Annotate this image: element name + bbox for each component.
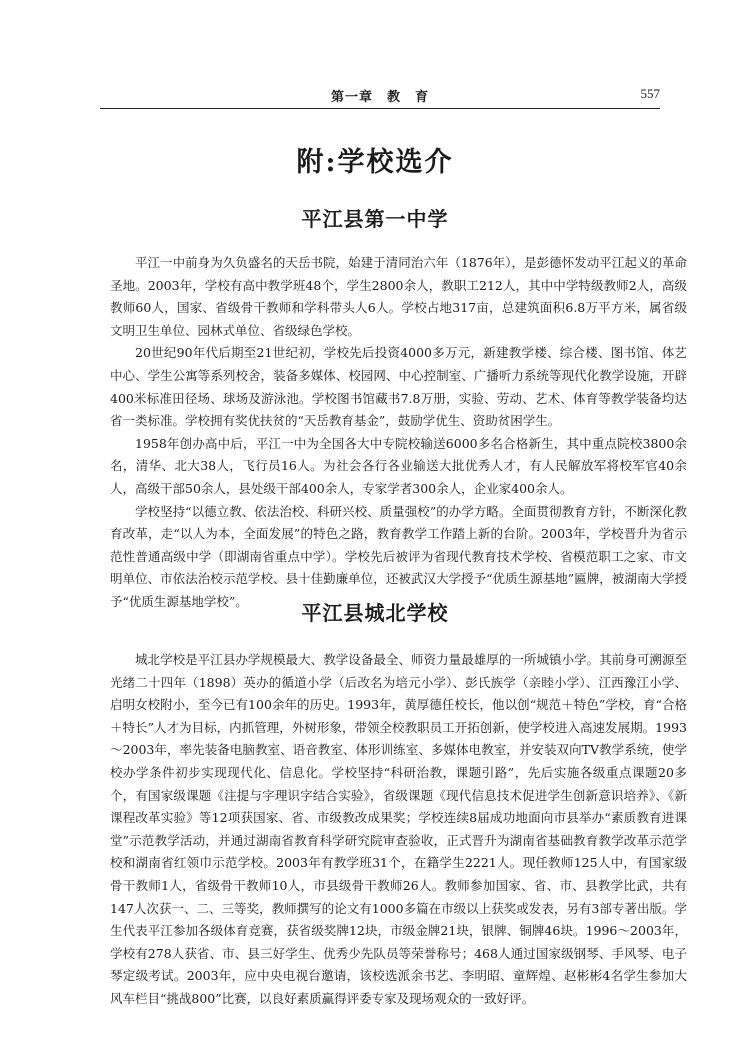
running-header bbox=[100, 80, 660, 109]
section-body-pingjiang-no1-middle-school bbox=[110, 252, 687, 614]
page-number: 557 bbox=[640, 86, 660, 101]
paragraph: 学校坚持“以德立教、依法治校、科研兴校、质量强校”的办学方略。全面贯彻教育方针，不断深化教育改革，走“以人为本，全面发展”的特色之路，教育教学工作踏上新的台阶。2003年，学校晋升为省示范性普通高级中学（即湖南省重点中学）。学校先后被评为省现代教育技术学校、省模范职工之家、市文明单位、市依法治校示范学校、县十佳勤廉单位，还被武汉大学授予“优质生源基地”匾牌，被湖南大学授予“优质生源基地学校”。 bbox=[110, 503, 687, 609]
section-body-chengbei-school bbox=[110, 649, 687, 1011]
appendix-title: 附:学校选介 bbox=[296, 147, 454, 178]
section-title-chengbei-school: 平江县城北学校 bbox=[301, 601, 449, 625]
paragraph: 平江一中前身为久负盛名的天岳书院，始建于清同治六年（1876年），是彭德怀发动平江起义的革命圣地。2003年，学校有高中教学班48个，学生2800余人，教职工212人，其中中学特级教师2人，高级教师60人，国家、省级骨干教师和学科带头人6人。学校占地317亩，总建筑面积6.8万平方米，属省级文明卫生单位、园林式单位、省级绿色学校。 bbox=[110, 255, 687, 338]
chapter-title: 第一章 教 育 bbox=[330, 90, 429, 105]
paragraph: 20世纪90年代后期至21世纪初，学校先后投资4000多万元，新建教学楼、综合楼、图书馆、体艺中心、学生公寓等系列校舍，装备多媒体、校园网、中心控制室、广播听力系统等现代化教学设施，开辟400米标准田径场、球场及游泳池。学校图书馆藏书7.8万册，实验、劳动、艺术、体育等教学装备均达省一类标准。学校拥有奖优扶贫的“天岳教育基金”，鼓励学优生、资助贫困学生。 bbox=[110, 345, 687, 429]
section-title-pingjiang-no1-middle-school: 平江县第一中学 bbox=[301, 207, 449, 231]
paragraph: 1958年创办高中后，平江一中为全国各大中专院校输送6000多名合格新生，其中重点院校3800余名，清华、北大38人，飞行员16人。为社会各行各业输送大批优秀人才，有人民解放军将校军官40余人，高级干部50余人，县处级干部400余人，专家学者300余人，企业家400余人。 bbox=[110, 435, 687, 496]
paragraph: 城北学校是平江县办学规模最大、教学设备最全、师资力量最雄厚的一所城镇小学。其前身可溯源至光绪二十四年（1898）英办的循道小学（后改名为培元小学）、彭氏族学（亲睦小学）、江西豫江小学、启明女校附小，至今已有100余年的历史。1993年，黄厚德任校长，他以创“规范＋特色”学校，育“合格＋特长”人才为目标，内抓管理，外树形象，带领全校教职员工开拓创新，使学校进入高速发展期。1993～2003年，率先装备电脑教室、语音教室、体形训练室、多媒体电教室，并安装双向TV教学系统，使学校办学条件初步实现现代化、信息化。学校坚持“科研治教，课题引路”，先后实施各级重点课题20多个，有国家级课题《注提与字理识字结合实验》，省级课题《现代信息技术促进学生创新意识培养》、《新课程改革实验》等12项获国家、省、市级教改成果奖；学校连续8届成功地面向市县举办“素质教育进课堂”示范教学活动，并通过湖南省教育科学研究院审查验收，正式晋升为湖南省基础教育教学改革示范学校和湖南省红领巾示范学校。2003年有教学班31个，在籍学生2221人。现任教师125人中，有国家级骨干教师1人，省级骨干教师10人，市县级骨干教师26人。教师参加国家、省、市、县教学比武，共有147人次获一、二、三等奖，教师撰写的论文有1000多篇在市级以上获奖或发表，另有3部专著出版。学生代表平江参加各级体育竞赛，获省级奖牌12块，市级金牌21块，银牌、铜牌46块。1996～2003年，学校有278人获省、市、县三好学生、优秀少先队员等荣誉称号；468人通过国家级钢琴、手风琴、电子琴定级考试。2003年，应中央电视台邀请，该校选派余书艺、李明昭、童辉煌、赵彬彬4名学生参加大风车栏目“挑战800”比赛，以良好素质赢得评委专家及现场观众的一致好评。 bbox=[110, 652, 687, 1006]
